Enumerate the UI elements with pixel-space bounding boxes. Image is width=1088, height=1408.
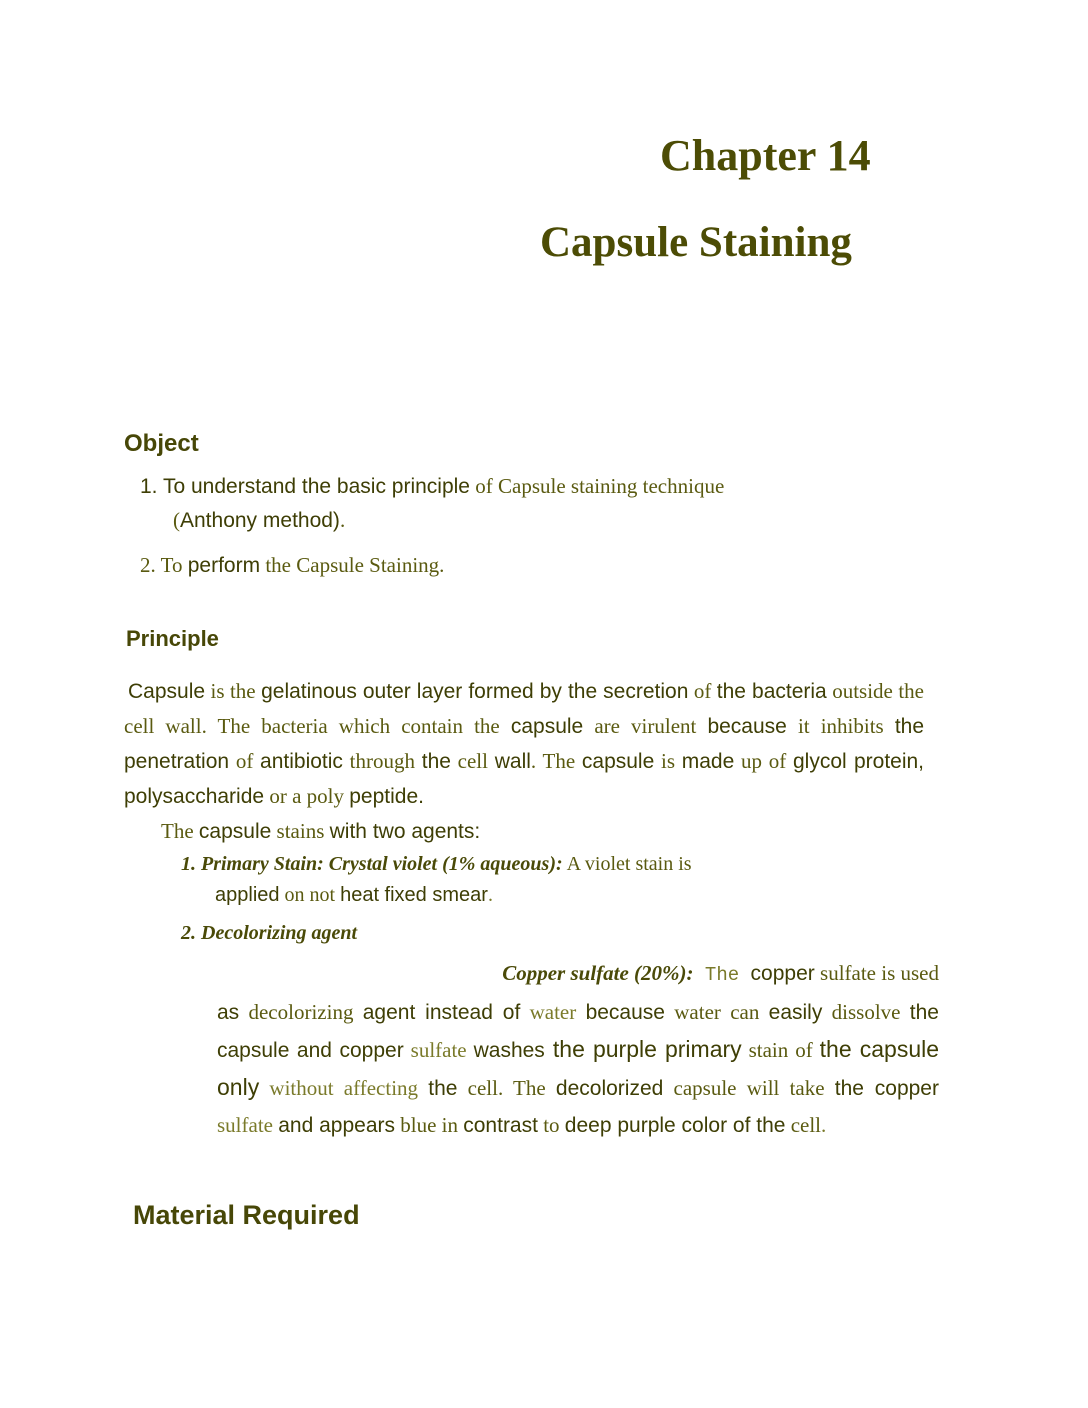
text-run: capsule — [198, 820, 272, 843]
text-run: . The bacteria which contain the — [201, 714, 511, 738]
text-run: because — [585, 1001, 665, 1024]
text-run: . — [821, 1113, 827, 1137]
text-run: capsule — [581, 750, 655, 773]
object-item-2-part: 2. To — [140, 553, 188, 577]
text-run: stains — [271, 819, 330, 843]
text-run: peptide. — [349, 785, 424, 808]
text-run: are virulent — [583, 714, 708, 738]
text-run: sulfate — [217, 1113, 279, 1137]
object-item-1-part: 1. To understand the basic principle — [140, 475, 470, 498]
text-run: The — [693, 964, 751, 986]
decolorizing-first-line — [217, 955, 939, 994]
text-run: of — [688, 679, 717, 703]
text-run: The — [161, 819, 199, 843]
text-run: dissolve — [822, 1000, 910, 1024]
agents-intro — [161, 819, 480, 844]
text-run: the capsule and copper — [217, 1001, 939, 1062]
text-run: blue in — [395, 1113, 464, 1137]
object-item-1-continued — [173, 508, 345, 533]
text-run: sulfate is used — [814, 961, 939, 985]
text-run: through — [342, 749, 422, 773]
text-run: Capsule — [128, 680, 206, 703]
text-run: and appears — [278, 1114, 395, 1137]
object-item-1 — [140, 474, 724, 499]
text-run: deep purple color of the — [564, 1114, 786, 1137]
text-run: antibiotic — [260, 750, 343, 773]
text-run: as — [217, 1001, 240, 1024]
text-run: of — [229, 749, 261, 773]
text-run: without affecting — [259, 1076, 429, 1100]
text-run: it inhibits — [786, 714, 895, 738]
text-run: because — [707, 715, 787, 738]
text-run: is — [654, 749, 682, 773]
object-item-1-part: Anthony method) — [180, 509, 340, 532]
text-run: the — [421, 750, 451, 773]
primary-stain-item — [181, 853, 692, 876]
text-run: . The — [530, 749, 582, 773]
text-run: water can — [664, 1000, 769, 1024]
object-item-1-part: . — [339, 508, 346, 532]
text-run: sulfate — [403, 1038, 474, 1062]
decolorizing-agent-label: 2. Decolorizing agent — [181, 922, 358, 944]
text-run: or a poly — [264, 784, 350, 808]
text-run: glycol protein, polysaccharide — [124, 750, 925, 808]
text-run: the bacteria — [716, 680, 827, 703]
text-run: capsule will take — [663, 1076, 835, 1100]
text-run: the capsule only — [217, 1036, 940, 1100]
object-item-1-part: ( — [173, 508, 180, 532]
text-run: stain of — [741, 1038, 820, 1062]
text-run: the penetration — [124, 715, 925, 773]
object-item-2-part: the Capsule Staining. — [260, 553, 445, 577]
text-run: cell — [785, 1113, 822, 1137]
material-required-heading: Material Required — [133, 1200, 360, 1230]
text-run: A violet stain is — [562, 853, 692, 875]
primary-stain-label: 1. Primary Stain: Crystal violet (1% aqueous): — [181, 853, 563, 875]
text-run: water — [520, 1000, 586, 1024]
text-run: washes — [473, 1039, 545, 1062]
object-item-2-part: perform — [187, 554, 261, 577]
text-run: decolorizing — [239, 1000, 363, 1024]
object-item-2 — [140, 553, 444, 578]
text-run: agent instead of — [362, 1001, 521, 1024]
principle-heading: Principle — [126, 626, 219, 651]
text-run: with two agents: — [329, 820, 481, 843]
decolorizing-paragraph — [217, 955, 939, 1144]
text-run: copper — [750, 962, 815, 985]
text-run: capsule — [510, 715, 584, 738]
text-run: heat fixed smear — [340, 884, 488, 906]
chapter-title: Chapter 14 — [660, 131, 871, 180]
text-run: cell — [450, 749, 495, 773]
object-heading: Object — [124, 430, 199, 457]
text-run: gelatinous outer layer formed by the secretion — [261, 680, 689, 703]
text-run: to — [537, 1113, 565, 1137]
text-run: on not — [279, 884, 341, 906]
text-run: easily — [768, 1001, 823, 1024]
copper-sulfate-label: Copper sulfate (20%): — [502, 961, 694, 985]
text-run: cell. The — [457, 1076, 556, 1100]
object-item-1-part: of Capsule staining technique — [470, 474, 725, 498]
text-run: the — [428, 1077, 458, 1100]
text-run: contrast — [463, 1114, 538, 1137]
text-run: decolorized — [555, 1077, 664, 1100]
text-run: up of — [734, 749, 793, 773]
text-run: wall — [494, 750, 531, 773]
text-run: the copper — [834, 1077, 939, 1100]
text-run: made — [681, 750, 735, 773]
chapter-subtitle: Capsule Staining — [540, 219, 852, 266]
text-run: outside the cell wall — [124, 679, 924, 738]
text-run: is the — [205, 679, 262, 703]
text-run: . — [487, 884, 493, 906]
text-run: applied — [215, 884, 280, 906]
principle-paragraph — [124, 674, 924, 814]
primary-stain-item-continued — [215, 884, 493, 907]
text-run: the purple primary — [544, 1036, 742, 1062]
